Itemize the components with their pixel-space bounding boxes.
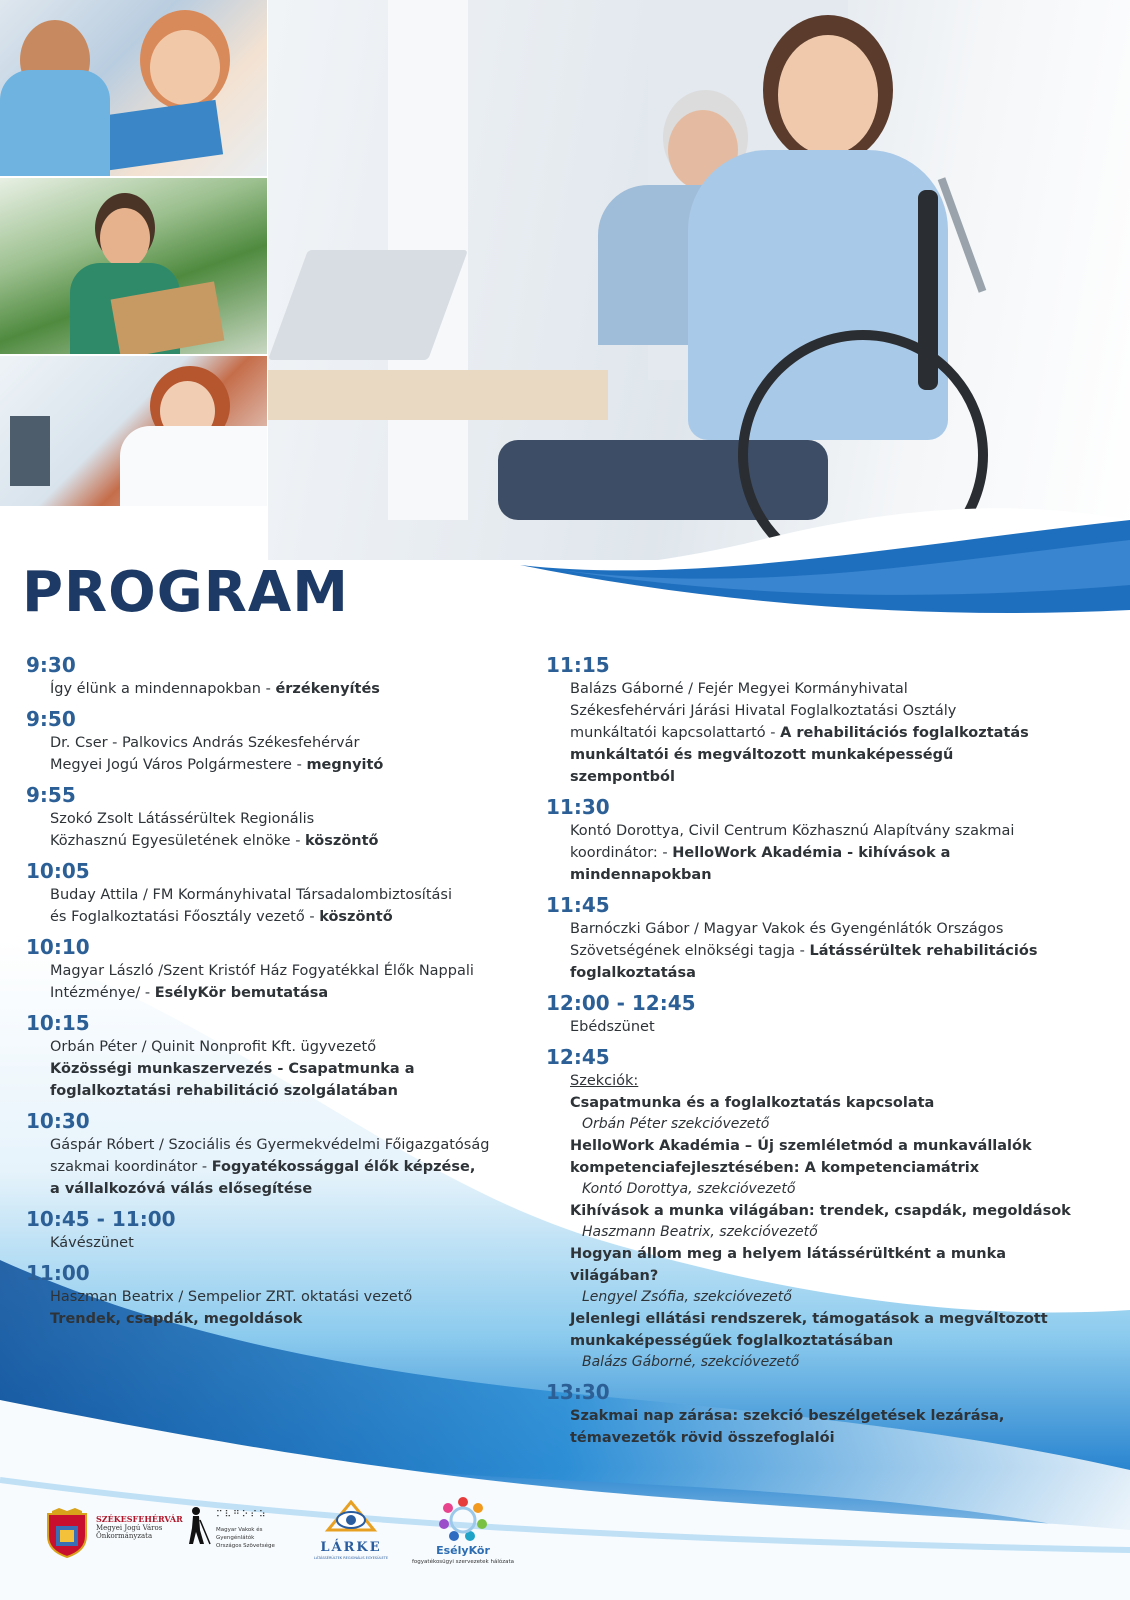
item-desc: Trendek, csapdák, megoldások	[50, 1311, 303, 1327]
item-desc	[570, 722, 1106, 744]
desc-bold: köszöntő	[305, 833, 379, 849]
item-desc	[50, 808, 526, 830]
program-item	[26, 782, 526, 852]
session-title: Jelenlegi ellátási rendszerek, támogatások a megváltozott	[570, 1311, 1048, 1327]
item-time: 9:50	[26, 707, 76, 731]
item-time: 10:10	[26, 935, 90, 959]
desc-text: Szokó Zsolt Látássérültek Regionális	[50, 811, 315, 827]
sponsor-logos	[0, 1492, 1130, 1600]
session-title: Kihívások a munka világában: trendek, csapdák, megoldások	[570, 1203, 1071, 1219]
desc-text: Orbán Péter / Quinit Nonprofit Kft. ügyvezető	[50, 1039, 377, 1055]
desc-text: Buday Attila / FM Kormányhivatal Társadalombiztosítási	[50, 887, 452, 903]
item-desc: mindennapokban	[570, 867, 712, 883]
item-time: 12:45	[546, 1045, 610, 1069]
item-time: 10:15	[26, 1011, 90, 1035]
city-logo-line2: Megyei Jogú Város	[96, 1524, 163, 1532]
item-desc	[50, 678, 526, 700]
item-desc: Haszman Beatrix / Sempelior ZRT. oktatási vezető	[50, 1289, 413, 1305]
item-time: 11:45	[546, 893, 610, 917]
program-item	[26, 1260, 526, 1330]
session-title: Hogyan állom meg a helyem látássérültként a munka	[570, 1246, 1007, 1262]
item-desc	[50, 982, 526, 1004]
city-logo-text	[96, 1514, 183, 1540]
item-time: 11:00	[26, 1261, 90, 1285]
item-desc	[50, 754, 526, 776]
program-column-left	[26, 652, 526, 1336]
desc-text: és Foglalkoztatási Főosztály vezető -	[50, 909, 320, 925]
session-lead: Haszmann Beatrix, szekcióvezető	[582, 1224, 818, 1240]
session-lead: Orbán Péter szekcióvezető	[582, 1116, 770, 1132]
blind-person-icon	[186, 1506, 212, 1546]
item-desc	[50, 1156, 526, 1178]
desc-bold: köszöntő	[319, 909, 393, 925]
program-column-right	[546, 652, 1106, 1455]
item-desc: Székesfehérvári Járási Hivatal Foglalkoztatási Osztály	[570, 703, 957, 719]
item-time: 9:55	[26, 783, 76, 807]
mvgyosz-line2: Országos Szövetsége	[216, 1543, 275, 1549]
city-logo-line3: Önkormányzata	[96, 1532, 153, 1540]
session-lead: Kontó Dorottya, szekcióvezető	[582, 1181, 796, 1197]
mvgyosz-logo-text	[216, 1526, 296, 1550]
program-item	[26, 1108, 526, 1200]
larke-name: LÁRKE	[320, 1540, 382, 1555]
program-item	[546, 892, 1106, 984]
item-desc	[570, 842, 1106, 864]
larke-sub: LÁTÁSSÉRÜLTEK REGIONÁLIS EGYESÜLETE	[313, 1556, 389, 1560]
item-time: 9:30	[26, 653, 76, 677]
program-item	[26, 858, 526, 928]
desc-text: szakmai koordinátor -	[50, 1159, 212, 1175]
desc-text: Így élünk a mindennapokban -	[50, 681, 276, 697]
item-desc: a vállalkozóvá válás elősegítése	[50, 1181, 313, 1197]
item-desc	[570, 940, 1106, 962]
session-title: HelloWork Akadémia – Új szemléletmód a munkavállalók	[570, 1138, 1032, 1154]
desc-text: koordinátor: -	[570, 845, 673, 861]
item-desc	[50, 906, 526, 928]
item-desc: Ebédszünet	[570, 1019, 655, 1035]
item-desc: Közösségi munkaszervezés - Csapatmunka a	[50, 1061, 415, 1077]
item-desc	[50, 732, 526, 754]
desc-bold: megnyitó	[306, 757, 384, 773]
session-title: világában?	[570, 1268, 659, 1284]
item-desc	[50, 1036, 526, 1058]
desc-bold: A rehabilitációs foglalkoztatás	[780, 725, 1029, 741]
city-logo	[44, 1508, 184, 1558]
item-time: 10:45 - 11:00	[26, 1207, 176, 1231]
desc-bold: EsélyKör bemutatása	[154, 985, 329, 1001]
item-time: 10:05	[26, 859, 90, 883]
city-logo-line1: SZÉKESFEHÉRVÁR	[96, 1514, 183, 1524]
item-time: 12:00 - 12:45	[546, 991, 696, 1015]
item-time: 10:30	[26, 1109, 90, 1133]
larke-logo	[312, 1500, 390, 1562]
city-crest-icon	[44, 1508, 90, 1558]
program-item	[26, 706, 526, 776]
item-desc	[50, 960, 526, 982]
closing-line: témavezetők rövid összefoglalói	[570, 1430, 835, 1446]
program-item	[26, 1206, 526, 1254]
item-time: 11:15	[546, 653, 610, 677]
session-lead: Balázs Gáborné, szekcióvezető	[582, 1354, 800, 1370]
eselykor-sub: fogyatékosügyi szervezetek hálózata	[412, 1559, 514, 1565]
eselykor-logo	[408, 1492, 518, 1572]
session-title: kompetenciafejlesztésében: A kompetenciamátrix	[570, 1160, 980, 1176]
item-desc	[50, 830, 526, 852]
braille-dots-icon: ⠍⠧⠛⠕⠎⠵	[216, 1510, 268, 1520]
desc-text: Megyei Jogú Város Polgármestere -	[50, 757, 307, 773]
item-time: 13:30	[546, 1380, 610, 1404]
desc-text: Közhasznú Egyesületének elnöke -	[50, 833, 306, 849]
mvgyosz-logo	[186, 1506, 296, 1560]
closing-line: Szakmai nap zárása: szekció beszélgetések lezárása,	[570, 1408, 1005, 1424]
desc-bold: Fogyatékossággal élők képzése,	[211, 1159, 476, 1175]
item-desc: Barnóczki Gábor / Magyar Vakok és Gyengénlátók Országos	[570, 921, 1004, 937]
sessions-label: Szekciók:	[570, 1073, 639, 1089]
program-item	[26, 934, 526, 1004]
program-item-sessions	[546, 1044, 1106, 1373]
program-item	[546, 990, 1106, 1038]
item-desc: foglalkoztatása	[570, 965, 696, 981]
item-desc: szempontból	[570, 769, 675, 785]
photo-students-reading	[0, 0, 267, 176]
program-item-closing	[546, 1379, 1106, 1449]
desc-bold: érzékenyítés	[275, 681, 380, 697]
item-desc	[50, 884, 526, 906]
item-desc: Balázs Gáborné / Fejér Megyei Kormányhivatal	[570, 681, 908, 697]
item-desc: foglalkoztatási rehabilitáció szolgálatában	[50, 1083, 398, 1099]
program-item	[26, 1010, 526, 1102]
item-desc: munkáltatói és megváltozott munkaképességű	[570, 747, 954, 763]
desc-bold: Látássérültek rehabilitációs	[809, 943, 1038, 959]
eselykor-name: EsélyKör	[436, 1544, 490, 1557]
mvgyosz-line1: Magyar Vakok és Gyengénlátók	[216, 1527, 263, 1541]
people-circle-icon	[408, 1492, 518, 1544]
session-lead: Lengyel Zsófia, szekcióvezető	[582, 1289, 792, 1305]
item-desc: Kávészünet	[50, 1235, 134, 1251]
program-item	[546, 652, 1106, 788]
program-title: PROGRAM	[22, 560, 349, 625]
desc-text: munkáltatói kapcsolattartó -	[570, 725, 781, 741]
eye-icon	[312, 1500, 390, 1540]
item-time: 11:30	[546, 795, 610, 819]
desc-text: Dr. Cser - Palkovics András Székesfehérvár	[50, 735, 360, 751]
desc-text: Magyar László /Szent Kristóf Ház Fogyatékkal Élők Nappali	[50, 963, 474, 979]
program-item	[546, 794, 1106, 886]
program-item	[26, 652, 526, 700]
photo-greenhouse-worker	[0, 178, 267, 354]
desc-text: Gáspár Róbert / Szociális és Gyermekvédelmi Főigazgatóság	[50, 1137, 490, 1153]
item-desc: Kontó Dorottya, Civil Centrum Közhasznú Alapítvány szakmai	[570, 823, 1015, 839]
session-title: munkaképességűek foglalkoztatásában	[570, 1333, 894, 1349]
desc-bold: HelloWork Akadémia - kihívások a	[672, 845, 951, 861]
desc-text: Intézménye/ -	[50, 985, 155, 1001]
session-title: Csapatmunka és a foglalkoztatás kapcsolata	[570, 1095, 935, 1111]
desc-text: Szövetségének elnökségi tagja -	[570, 943, 810, 959]
item-desc	[50, 1134, 526, 1156]
